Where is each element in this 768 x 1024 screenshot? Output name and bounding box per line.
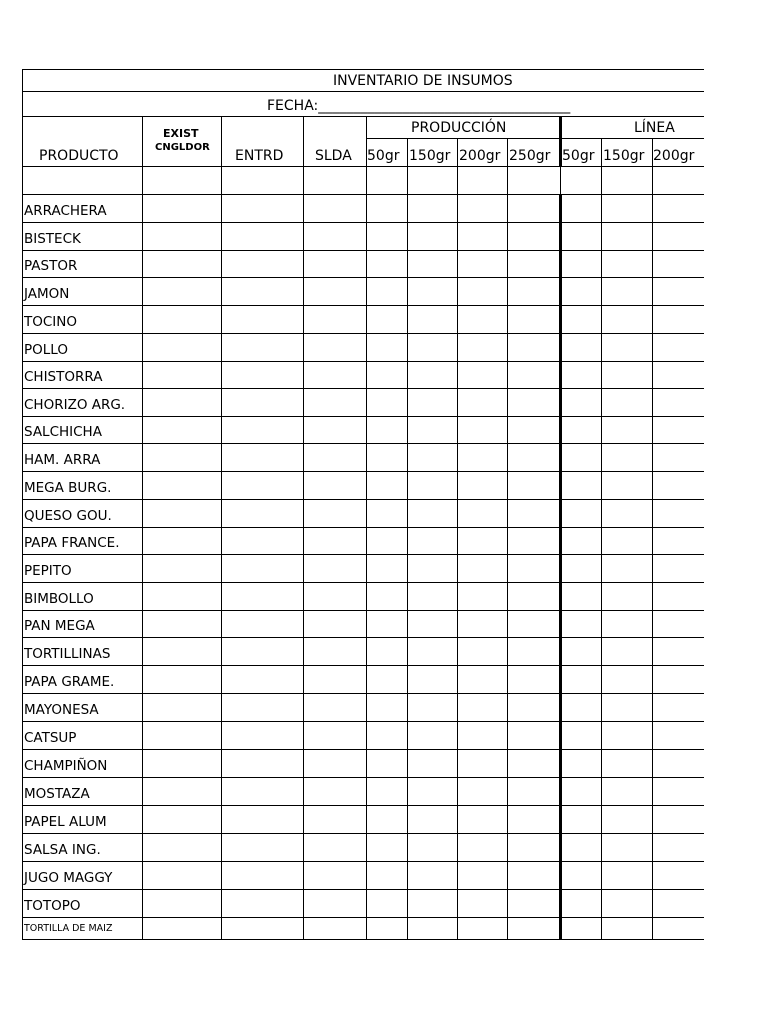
product-label: BIMBOLLO bbox=[24, 590, 94, 607]
grid-line-h bbox=[366, 138, 704, 139]
header-entrd: ENTRD bbox=[235, 148, 284, 164]
product-label: PEPITO bbox=[24, 562, 72, 579]
product-label: PAPA GRAME. bbox=[24, 673, 115, 690]
product-label: BISTECK bbox=[24, 230, 81, 247]
header-linea: LÍNEA bbox=[634, 120, 675, 136]
grid-line-v bbox=[142, 116, 143, 940]
header-linea-size: 150gr bbox=[603, 148, 645, 164]
product-label: TORTILLA DE MAIZ bbox=[24, 922, 113, 934]
grid-line-h bbox=[22, 69, 704, 70]
product-label: PAPEL ALUM bbox=[24, 813, 107, 830]
grid-line-v bbox=[559, 116, 562, 167]
header-exist: EXIST bbox=[163, 127, 199, 140]
grid-line-v bbox=[457, 138, 458, 940]
grid-line-v bbox=[601, 138, 602, 940]
product-label: PASTOR bbox=[24, 257, 78, 274]
product-label: JUGO MAGGY bbox=[24, 869, 113, 886]
grid-line-v bbox=[560, 166, 561, 195]
grid-line-v bbox=[303, 116, 304, 940]
product-label: CHISTORRA bbox=[24, 368, 103, 385]
header-prod-size: 200gr bbox=[459, 148, 501, 164]
grid-line-v bbox=[366, 116, 367, 940]
product-label: POLLO bbox=[24, 341, 68, 358]
grid-line-v bbox=[507, 138, 508, 940]
product-label: HAM. ARRA bbox=[24, 451, 101, 468]
product-label: SALCHICHA bbox=[24, 423, 102, 440]
grid-line-v bbox=[559, 194, 562, 940]
header-prod-size: 250gr bbox=[509, 148, 551, 164]
header-slda: SLDA bbox=[315, 148, 352, 164]
product-label: TOCINO bbox=[24, 313, 78, 330]
grid-line-v bbox=[22, 69, 23, 940]
product-label: MOSTAZA bbox=[24, 785, 90, 802]
grid-line-h bbox=[22, 91, 704, 92]
product-label: PAN MEGA bbox=[24, 617, 95, 634]
product-label: CATSUP bbox=[24, 729, 77, 746]
grid-line-v bbox=[407, 138, 408, 940]
product-label: QUESO GOU. bbox=[24, 507, 112, 524]
product-label: CHAMPIÑON bbox=[24, 757, 108, 774]
grid-line-h bbox=[22, 116, 704, 117]
date-field[interactable] bbox=[267, 99, 570, 113]
sheet-title: INVENTARIO DE INSUMOS bbox=[333, 73, 513, 89]
date-label: FECHA: bbox=[267, 98, 319, 114]
header-linea-size: 50gr bbox=[562, 148, 595, 164]
product-label: PAPA FRANCE. bbox=[24, 534, 120, 551]
header-cngldor: CNGLDOR bbox=[155, 142, 210, 153]
product-label: SALSA ING. bbox=[24, 841, 101, 858]
product-label: MEGA BURG. bbox=[24, 479, 112, 496]
product-label: JAMON bbox=[24, 285, 70, 302]
product-label: CHORIZO ARG. bbox=[24, 396, 126, 413]
date-blank[interactable]: ____________________________________ bbox=[318, 98, 571, 114]
header-prod-size: 150gr bbox=[409, 148, 451, 164]
product-label: TOTOPO bbox=[24, 897, 81, 914]
product-label: TORTILLINAS bbox=[24, 645, 111, 662]
header-linea-size: 200gr bbox=[653, 148, 695, 164]
inventory-sheet bbox=[22, 69, 703, 940]
header-producto: PRODUCTO bbox=[39, 148, 119, 164]
product-label: ARRACHERA bbox=[24, 202, 107, 219]
header-prod-size: 50gr bbox=[367, 148, 400, 164]
grid-line-v bbox=[652, 138, 653, 940]
header-produccion: PRODUCCIÓN bbox=[411, 120, 507, 136]
grid-line-v bbox=[221, 116, 222, 940]
product-label: MAYONESA bbox=[24, 701, 99, 718]
